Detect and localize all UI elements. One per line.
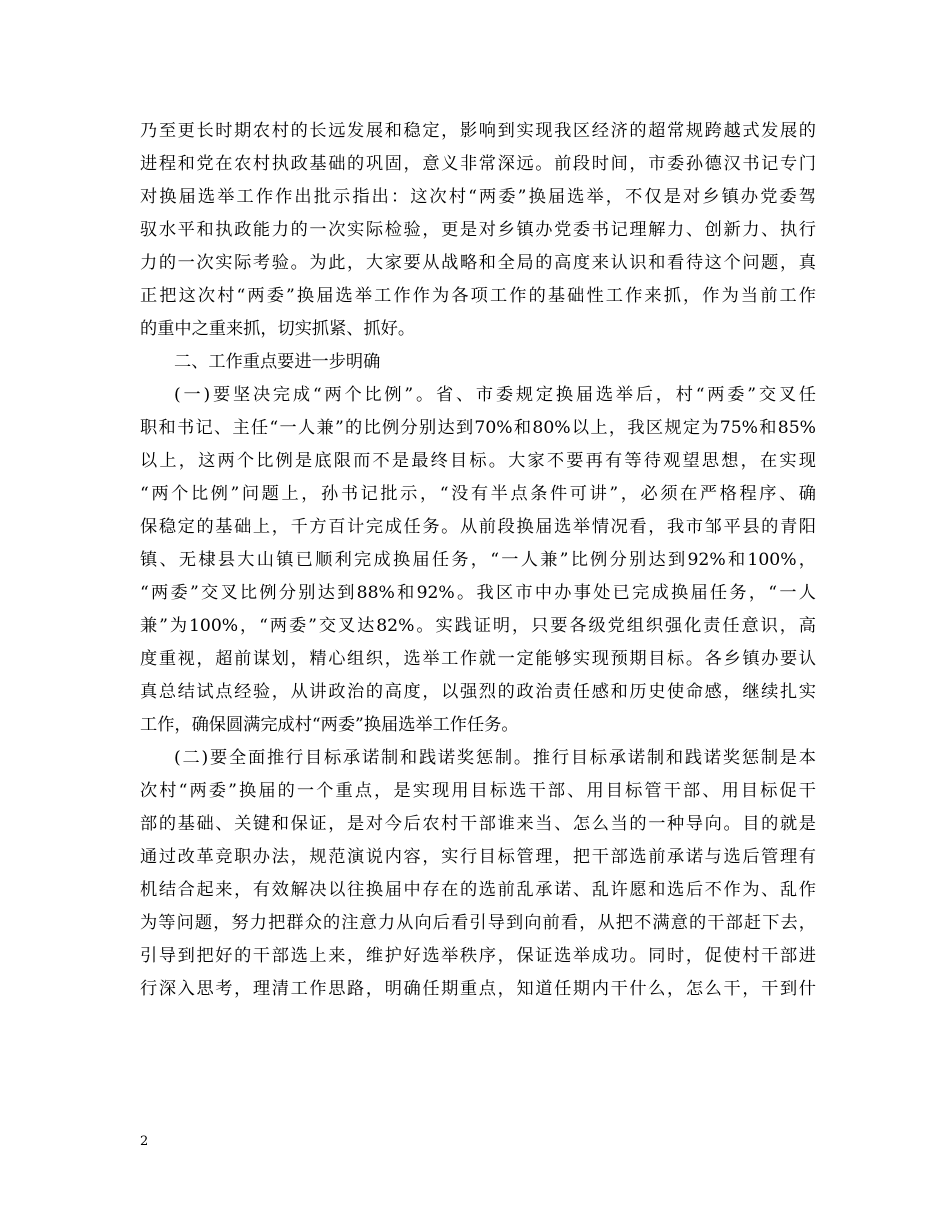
text-line: 行深入思考，理清工作思路，明确任期重点，知道任期内干什么，怎么干，干到什: [140, 979, 816, 999]
document-body: [140, 115, 816, 1006]
section-heading: [140, 346, 816, 379]
heading-text: 二、工作重点要进一步明确: [174, 352, 381, 372]
text-line: 的重中之重来抓，切实抓紧、抓好。: [140, 319, 416, 339]
text-line: 为等问题，努力把群众的注意力从向后看引导到向前看，从把不满意的干部赶下去，: [140, 913, 816, 933]
paragraph-3: [140, 379, 816, 742]
text-line: 工作，确保圆满完成村“两委”换届选举工作任务。: [140, 715, 519, 735]
text-line: 引导到把好的干部选上来，维护好选举秩序，保证选举成功。同时，促使村干部进: [140, 946, 816, 966]
page-number: 2: [140, 1134, 149, 1149]
text-line: 力的一次实际考验。为此，大家要从战略和全局的高度来认识和看待这个问题，真: [140, 253, 816, 273]
text-line: 驭水平和执政能力的一次实际检验，更是对乡镇办党委书记理解力、创新力、执行: [140, 220, 816, 240]
text-line: 通过改革竞职办法，规范演说内容，实行目标管理，把干部选前承诺与选后管理有: [140, 847, 816, 867]
text-line: 次村“两委”换届的一个重点，是实现用目标选干部、用目标管干部、用目标促干: [140, 781, 816, 801]
text-line: 机结合起来，有效解决以往换届中存在的选前乱承诺、乱许愿和选后不作为、乱作: [140, 880, 816, 900]
paragraph-1: [140, 115, 816, 346]
text-line: 以上，这两个比例是底限而不是最终目标。大家不要再有等待观望思想，在实现: [140, 451, 816, 471]
text-line: (二)要全面推行目标承诺制和践诺奖惩制。推行目标承诺制和践诺奖惩制是本: [174, 748, 816, 768]
text-line: 乃至更长时期农村的长远发展和稳定，影响到实现我区经济的超常规跨越式发展的: [140, 121, 816, 141]
text-line: 正把这次村“两委”换届选举工作作为各项工作的基础性工作来抓，作为当前工作: [140, 286, 816, 306]
text-line: 对换届选举工作作出批示指出：这次村“两委”换届选举，不仅是对乡镇办党委驾: [140, 187, 816, 207]
text-line: 镇、无棣县大山镇已顺利完成换届任务，“一人兼”比例分别达到92%和100%，: [140, 550, 816, 570]
text-line: 度重视，超前谋划，精心组织，选举工作就一定能够实现预期目标。各乡镇办要认: [140, 649, 816, 669]
text-line: “两个比例”问题上，孙书记批示，“没有半点条件可讲”，必须在严格程序、确: [140, 484, 816, 504]
text-line: 部的基础、关键和保证，是对今后农村干部谁来当、怎么当的一种导向。目的就是: [140, 814, 816, 834]
text-line: (一)要坚决完成“两个比例”。省、市委规定换届选举后，村“两委”交叉任: [174, 385, 816, 405]
text-line: 进程和党在农村执政基础的巩固，意义非常深远。前段时间，市委孙德汉书记专门: [140, 154, 816, 174]
text-line: 兼”为100%，“两委”交叉达82%。实践证明，只要各级党组织强化责任意识，高: [140, 616, 816, 636]
text-line: 保稳定的基础上，千方百计完成任务。从前段换届选举情况看，我市邹平县的青阳: [140, 517, 816, 537]
paragraph-4: [140, 742, 816, 1006]
text-line: 真总结试点经验，从讲政治的高度，以强烈的政治责任感和历史使命感，继续扎实: [140, 682, 816, 702]
text-line: “两委”交叉比例分别达到88%和92%。我区市中办事处已完成换届任务，“一人: [140, 583, 816, 603]
text-line: 职和书记、主任“一人兼”的比例分别达到70%和80%以上，我区规定为75%和85%: [140, 418, 816, 438]
